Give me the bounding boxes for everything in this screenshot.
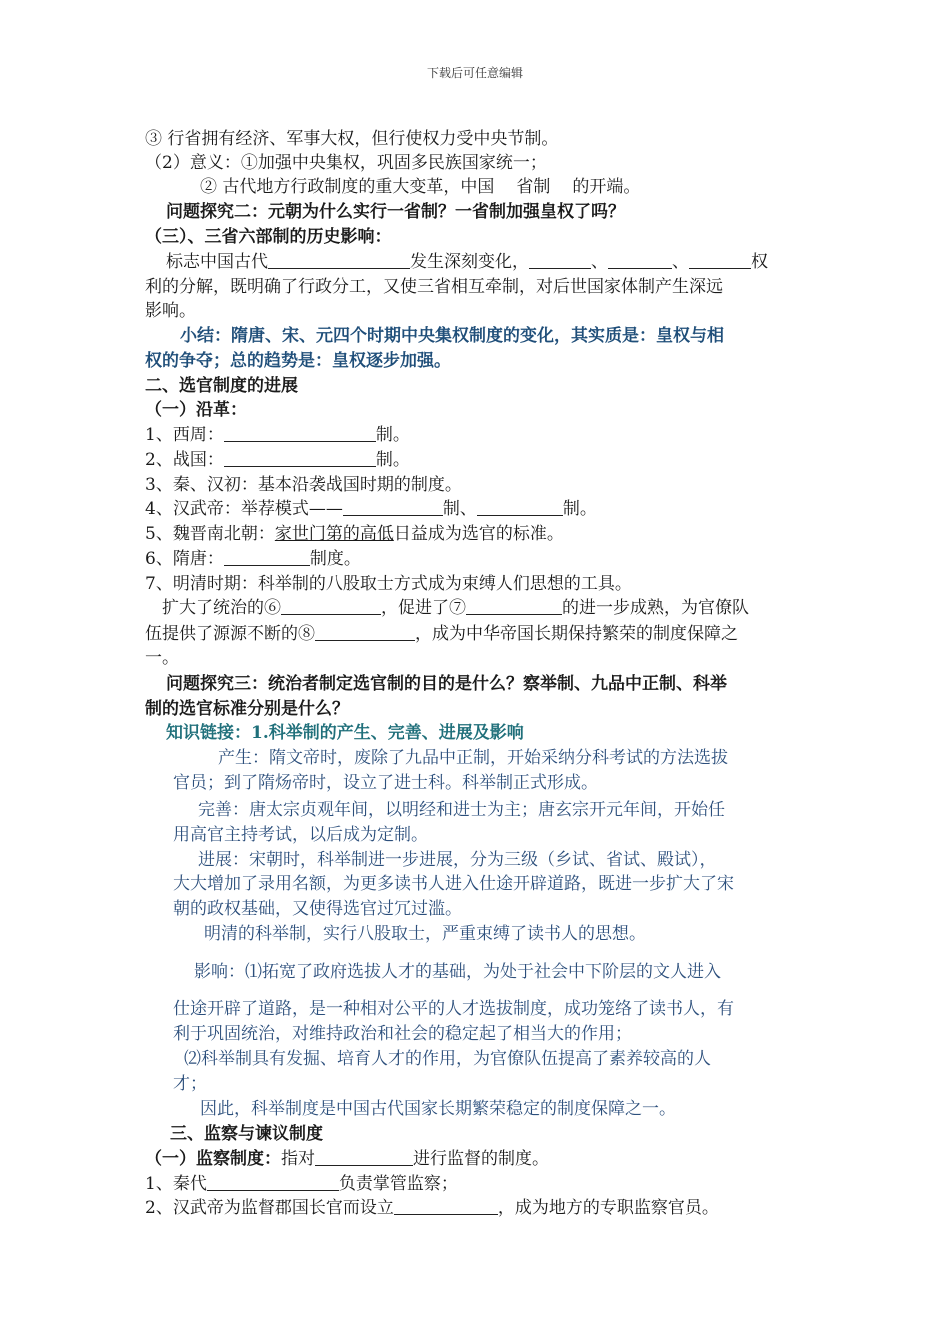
text-line — [162, 596, 749, 620]
text-line: 影响：⑴拓宽了政府选拔人才的基础，为处于社会中下阶层的文人进入 — [194, 962, 721, 982]
text-line: 利的分解，既明确了行政分工，又使三省相互牵制，对后世国家体制产生深远 — [145, 277, 723, 297]
text-segment: 6、隋唐： — [145, 549, 224, 569]
text-segment: 、 — [591, 252, 608, 272]
text-line: 产生：隋文帝时，废除了九品中正制，开始采纳分科考试的方法选拔 — [218, 748, 728, 768]
fill-blank[interactable] — [315, 622, 415, 641]
list-item — [145, 423, 410, 447]
text-segment: 2、战国： — [145, 450, 224, 470]
text-line: 利于巩固统治，对维持政治和社会的稳定起了相当大的作用； — [173, 1024, 632, 1044]
list-item — [145, 448, 410, 472]
text-segment: 的开端。 — [572, 177, 641, 197]
fill-blank[interactable] — [689, 250, 751, 269]
list-item: 7、明清时期：科举制的八股取士方式成为束缚人们思想的工具。 — [145, 574, 632, 594]
text-segment: ，成为地方的专职监察官员。 — [497, 1198, 719, 1218]
text-line: （2）意义：①加强中央集权，巩固多民族国家统一； — [145, 153, 547, 173]
text-segment: 指对 — [281, 1149, 315, 1169]
text-line: 明清的科举制，实行八股取士，严重束缚了读书人的思想。 — [204, 924, 646, 944]
text-segment: （一）监察制度： — [145, 1149, 281, 1169]
text-segment: 制。 — [562, 499, 597, 519]
text-segment: 伍提供了源源不断的⑧ — [145, 624, 315, 644]
text-line: 仕途开辟了道路，是一种相对公平的人才选拔制度，成功笼络了读书人，有 — [173, 999, 734, 1019]
text-line: 一。 — [145, 648, 179, 668]
page-header: 下载后可任意编辑 — [426, 66, 523, 80]
section-heading: 三、监察与谏议制度 — [170, 1124, 323, 1144]
text-line: 完善：唐太宗贞观年间，以明经和进士为主；唐玄宗开元年间，开始任 — [198, 800, 725, 820]
text-segment: 制度。 — [309, 549, 361, 569]
text-segment: 4、汉武帝：举荐模式—— — [145, 499, 343, 519]
list-item — [145, 1196, 719, 1220]
fill-blank[interactable] — [529, 250, 591, 269]
fill-blank[interactable] — [224, 423, 376, 442]
summary-line: 小结：隋唐、宋、元四个时期中央集权制度的变化，其实质是：皇权与相 — [180, 326, 724, 346]
text-segment: 的进一步成熟，为官僚队 — [562, 598, 749, 618]
list-item — [145, 547, 361, 571]
fill-blank[interactable] — [477, 497, 563, 516]
question-heading: 制的选官标准分别是什么？ — [145, 699, 349, 719]
text-line: 影响。 — [145, 301, 196, 321]
list-item — [145, 497, 597, 521]
section-heading: （三）、三省六部制的历史影响： — [145, 227, 392, 247]
text-segment: 负责掌管监察； — [338, 1174, 458, 1194]
fill-blank[interactable] — [608, 250, 672, 269]
text-line: 进展：宋朝时，科举制进一步进展，分为三级（乡试、省试、殿试）， — [198, 850, 717, 870]
fill-blank[interactable] — [281, 596, 381, 615]
summary-line: 权的争夺；总的趋势是：皇权逐步加强。 — [145, 351, 451, 371]
text-segment: 权 — [751, 252, 768, 272]
text-segment: 进行监督的制度。 — [413, 1149, 549, 1169]
text-segment: 标志中国古代 — [166, 252, 268, 272]
text-segment: 、 — [672, 252, 689, 272]
text-line: 大大增加了录用名额，为更多读书人进入仕途开辟道路，既进一步扩大了宋 — [173, 874, 734, 894]
fill-blank[interactable] — [207, 1172, 339, 1191]
text-segment: 1.科举制的产生、完善、进展及影响 — [251, 723, 524, 743]
text-segment: 1、西周： — [145, 425, 224, 445]
fill-blank[interactable] — [224, 547, 310, 566]
fill-blank[interactable] — [343, 497, 443, 516]
underlined-text: 家世门第的高低 — [274, 524, 394, 544]
list-item: 3、秦、汉初：基本沿袭战国时期的制度。 — [145, 475, 462, 495]
text-segment: 日益成为选官的标准。 — [393, 524, 564, 544]
text-line: 官员；到了隋炀帝时，设立了进士科。科举制正式形成。 — [173, 773, 598, 793]
fill-blank[interactable] — [466, 596, 562, 615]
text-line: ⑵科举制具有发掘、培育人才的作用，为官僚队伍提高了素养较高的人 — [184, 1049, 711, 1069]
text-line: 因此，科举制度是中国古代国家长期繁荣稳定的制度保障之一。 — [200, 1099, 676, 1119]
text-segment: 扩大了统治的⑥ — [162, 598, 281, 618]
fill-blank[interactable] — [224, 448, 376, 467]
text-line — [145, 1147, 549, 1171]
text-segment: 发生深刻变化， — [410, 252, 529, 272]
text-line — [166, 250, 768, 274]
text-segment: 知识链接： — [166, 723, 251, 743]
text-line: 朝的政权基础，又使得选官过冗过滥。 — [173, 899, 462, 919]
text-line — [145, 622, 738, 646]
question-heading: 问题探究三：统治者制定选官制的目的是什么？察举制、九品中正制、科举 — [166, 674, 727, 694]
text-line: 才； — [173, 1074, 207, 1094]
list-item — [145, 1172, 458, 1196]
fill-blank[interactable] — [315, 1147, 413, 1166]
text-segment: ② 古代地方行政制度的重大变革，中国 — [200, 177, 495, 197]
text-segment: ，促进了⑦ — [381, 598, 466, 618]
text-segment: 省制 — [516, 177, 551, 197]
text-segment: 2、汉武帝为监督郡国长官而设立 — [145, 1198, 394, 1218]
subsection-heading: （一）沿革： — [145, 400, 247, 420]
text-segment: ，成为中华帝国长期保持繁荣的制度保障之 — [415, 624, 738, 644]
text-line: ③ 行省拥有经济、军事大权，但行使权力受中央节制。 — [145, 129, 559, 149]
list-item — [145, 522, 564, 546]
fill-blank[interactable] — [394, 1196, 498, 1215]
text-line — [200, 175, 640, 199]
text-segment: 制。 — [375, 425, 410, 445]
text-segment: 1、秦代 — [145, 1174, 207, 1194]
question-heading: 问题探究二：元朝为什么实行一省制？一省制加强皇权了吗？ — [166, 202, 625, 222]
text-line: 用高官主持考试，以后成为定制。 — [173, 825, 428, 845]
section-heading: 二、选官制度的进展 — [145, 376, 298, 396]
knowledge-link-heading — [166, 721, 524, 745]
text-segment: 制、 — [442, 499, 477, 519]
fill-blank[interactable] — [268, 250, 410, 269]
text-segment: 5、魏晋南北朝： — [145, 524, 275, 544]
text-segment: 制。 — [375, 450, 410, 470]
